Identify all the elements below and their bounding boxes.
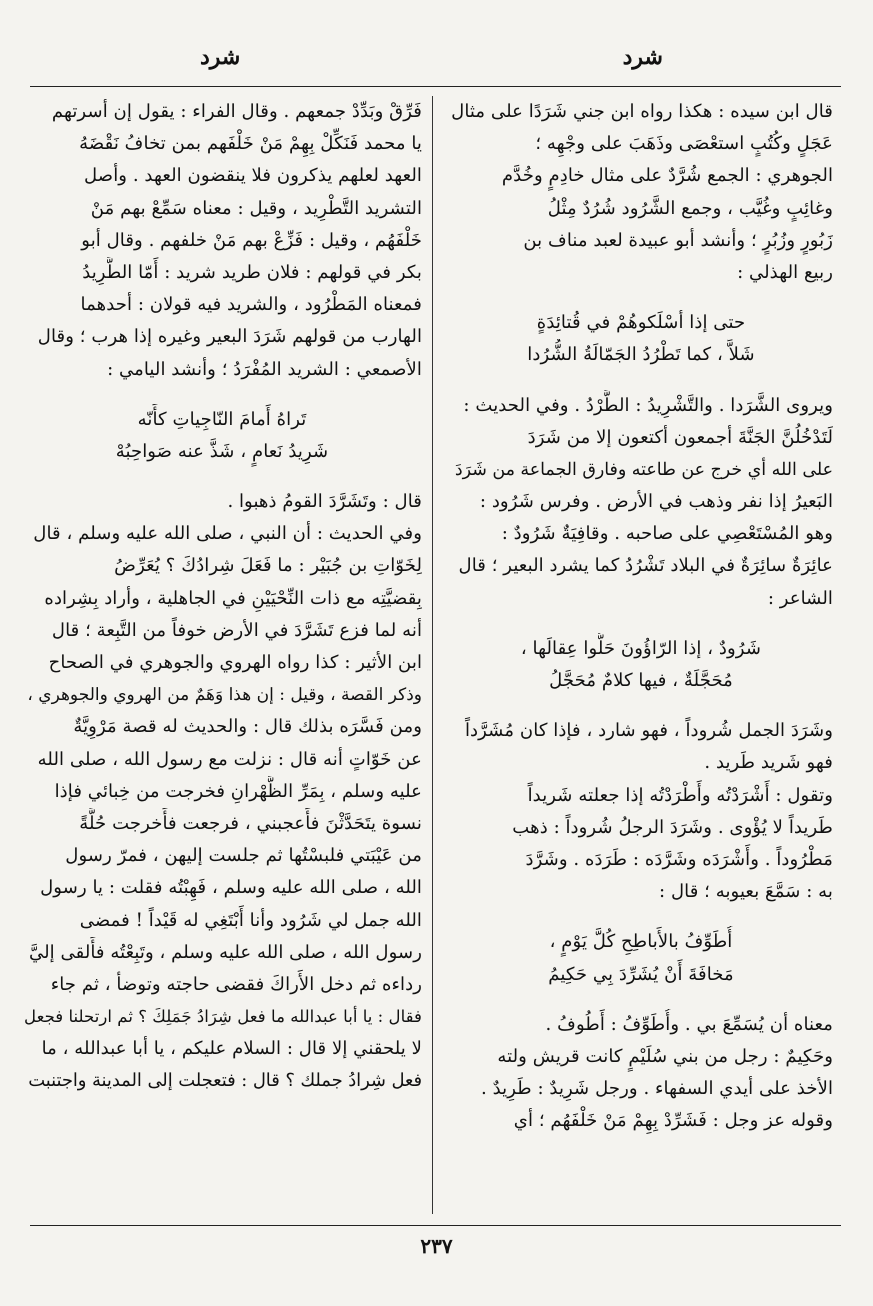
verse-spacer [449, 372, 833, 390]
verse-line: أُطَوِّفُ بالأَباطِحِ كُلَّ يَوْمٍ ، [549, 931, 733, 953]
verse-spacer [449, 289, 833, 307]
text-line: من عَيْبَتي فلبسْتُها ثم جلست إليهن ، فمرّ رسول [65, 845, 422, 867]
text-line: ومن فَسَّرَه بذلك قال : والحديث له قصة مَرْوِيَّةٌ [73, 716, 422, 738]
page-number: ٢٣٧ [420, 1234, 453, 1258]
text-line: يا محمد فَنَكِّلْ بِهِمْ مَنْ خَلْفَهم بمن تخافُ نَقْضَهُ [79, 133, 422, 155]
text-line: خَلْفَهُم ، وقيل : فَزِّعْ بهم مَنْ خلفهم . وقال أبو [81, 229, 422, 251]
running-header-left: شرد [200, 44, 241, 70]
text-line: وهو المُسْتَعْصِي على صاحبه . وقافِيَةٌ شَرُودٌ : [501, 523, 833, 545]
verse-line: مَخافَةَ أَنْ يُشَرِّدَ بِي حَكِيمُ [548, 963, 734, 985]
text-line: فعل شِرادُ جملك ؟ قال : فتعجلت إلى المدينة واجتنبت [28, 1070, 422, 1092]
verse-line: مُحَجَّلَةٌ ، فيها كلامٌ مُحَجَّلُ [549, 670, 733, 691]
text-line: فَرِّقْ وبَدِّدْ جمعهم . وقال الفراء : يقول إن أسرتهم [51, 101, 422, 122]
text-line: قال : وتَشَرَّدَ القومُ ذهبوا . [227, 491, 422, 513]
right-column [449, 96, 833, 1137]
verse-spacer [449, 991, 833, 1009]
text-line: الأصمعي : الشريد المُفْرَدُ ؛ وأنشد اليامي : [107, 358, 422, 380]
text-line: عائِرَةٌ سائِرَةٌ في البلاد تَشْرُدُ كما يشرد البعير ؛ قال [458, 555, 833, 577]
text-line: وشَرَدَ الجمل شُروداً ، فهو شارد ، فإذا كان مُشَرَّداً [465, 720, 833, 742]
text-line: العهد لعلهم يذكرون فلا ينقضون العهد . وأصل [84, 165, 422, 187]
text-line: الأخذ على أيدي السفهاء . ورجل شَرِيدٌ : طَرِيدٌ . [481, 1078, 833, 1100]
text-line: وغائِبٍ وغُيَّب ، وجمع الشَّرُود شُرُدٌ مِثْلُ [547, 197, 833, 219]
text-line: زَبُورٍ وزُبُرٍ ؛ وأنشد أبو عبيدة لعبد مناف بن [523, 229, 833, 251]
verse-spacer [449, 615, 833, 633]
column-divider [432, 96, 433, 1214]
text-line: وحَكِيمٌ : رجل من بني سُلَيْمٍ كانت قريش ولته [497, 1045, 833, 1067]
text-line: الهارب من قولهم شَرَدَ البعير وغيره إذا هرب ؛ وقال [37, 326, 422, 348]
verse-spacer [449, 908, 833, 926]
text-line: فمعناه المَطْرُود ، والشريد فيه قولان : أحدهما [80, 294, 422, 316]
text-line: رسول الله ، صلى الله عليه وسلم ، وتَبِعْتُه فأَلقى إليَّ [28, 941, 422, 963]
text-line: وفي الحديث : أن النبي ، صلى الله عليه وسلم ، قال [33, 523, 422, 545]
text-line: التشريد التَّطْرِيد ، وقيل : معناه سَمِّعْ بهم مَنْ [90, 197, 422, 219]
text-line: طَريداً لا يُؤْوى . وشَرَدَ الرجلُ شُروداً : ذهب [512, 816, 833, 838]
text-line: ربيع الهذلي : [737, 261, 833, 283]
text-line: بكر في قولهم : فلان طريد شريد : أَمّا الطَّرِيدُ [82, 261, 422, 283]
text-line: وتقول : أَشْرَدْتُه وأَطْرَدْتُه إذا جعلته شَريداً [527, 784, 833, 806]
verse-line: شَلاًّ ، كما تَطْرُدُ الجَمّالَةُ الشُّرُدا [527, 344, 755, 366]
text-line: ابن الأثير : كذا رواه الهروي والجوهري في الصحاح [48, 652, 422, 673]
text-line: الجوهري : الجمع شُرَّدٌ على مثال خادِمٍ وخُدَّم [501, 165, 833, 187]
verse-line: شَرِيدُ نَعامٍ ، شَذَّ عنه صَواحِبُهْ [115, 440, 329, 462]
verse-spacer [22, 468, 422, 486]
text-line: عَجَلٍ وكُتُبٍ استعْصَى وذَهَبَ على وجْهِه ؛ [535, 133, 833, 155]
left-column [22, 96, 422, 1098]
text-line: لِخَوّاتِ بن جُبَيْر : ما فَعَلَ شِرادُكَ ؟ يُعَرِّضُ [114, 555, 422, 577]
text-line: معناه أن يُسَمِّعَ بي . وأُطَوِّفُ : أَطُوفُ . [545, 1013, 833, 1035]
text-line: فهو شَريد طَريد . [704, 752, 833, 774]
text-line: رداءه ثم دخل الأَراكَ فقضى حاجته وتوضأ ، ثم جاء [50, 973, 422, 995]
footer-rule [30, 1225, 841, 1226]
text-line: بِقضيَّتِه مع ذات النِّحْيَيْنِ في الجاهلية ، وأراد بِشِراده [44, 587, 422, 609]
verse-spacer [449, 697, 833, 715]
verse-line: تَراهُ أَمامَ النّاجِياتِ كأَنّه [137, 408, 307, 430]
text-line: وقوله عز وجل : فَشَرِّدْ بِهِمْ مَنْ خَلْفَهُم ؛ أي [513, 1110, 833, 1132]
verse-line: حتى إذا أسْلَكوهُمْ في قُتائِدَةٍ [536, 312, 746, 334]
text-line: لَتَدْخُلُنَّ الجَنَّةَ أجمعون أكتعون إلا من شَرَدَ [527, 426, 833, 448]
text-line: البَعيرُ إذا نفر وذهب في الأرض . وفرس شَرُود : [479, 491, 833, 513]
text-line: الشاعر : [767, 587, 833, 609]
text-line: نسوة يتَحَدَّثْنَ فأَعجبني ، فرجعت فأَخرجت حُلَّةً [79, 812, 422, 834]
text-line: الله ، صلى الله عليه وسلم ، فَهِبْتُه فقلت : يا رسول [40, 877, 422, 899]
text-line: قال ابن سيده : هكذا رواه ابن جني شَرَدًا على مثال [451, 101, 833, 122]
header-rule [30, 86, 841, 87]
verse-spacer [22, 386, 422, 404]
text-line: على الله أي خرج عن طاعته وفارق الجماعة من شَرَدَ [454, 459, 833, 480]
text-line: وذكر القصة ، وقيل : إن هذا وَهَمٌ من الهروي والجوهري ، [27, 685, 422, 706]
text-line: أنه لما فزع تَشَرَّدَ في الأرض خوفاً من التَّبِعة ؛ قال [51, 619, 422, 641]
text-line: عن خَوّاتٍ أنه قال : نزلت مع رسول الله ، صلى الله [37, 748, 422, 770]
text-line: مَطْرُوداً . وأَشْرَدَه وشَرَّدَه : طَرَدَه . وشَرَّدَ [525, 848, 833, 870]
running-header-right: شرد [622, 44, 663, 70]
text-line: به : سَمَّعَ بعيوبه ؛ قال : [659, 881, 833, 903]
text-line: لا يلحقني إلا قال : السلام عليكم ، يا أبا عبدالله ، ما [41, 1038, 422, 1060]
text-line: عليه وسلم ، بِمَرِّ الظَّهْرانِ فخرجت من خِبائي فإذا [54, 780, 422, 802]
verse-line: شَرُودٌ ، إذا الرّاؤُونَ حَلُّوا عِقالَها ، [520, 637, 762, 659]
text-line: ويروى الشَّرَدا . والتَّشْرِيدُ : الطَّرْدُ . وفي الحديث : [463, 394, 833, 416]
text-line: فقال : يا أبا عبدالله ما فعل شِرَادُ جَمَلِكَ ؟ ثم ارتحلنا فجعل [24, 1007, 422, 1027]
text-line: الله جمل لي شَرُود وأنا أَبْتَغِي له قَيْداً ! فمضى [79, 909, 422, 931]
